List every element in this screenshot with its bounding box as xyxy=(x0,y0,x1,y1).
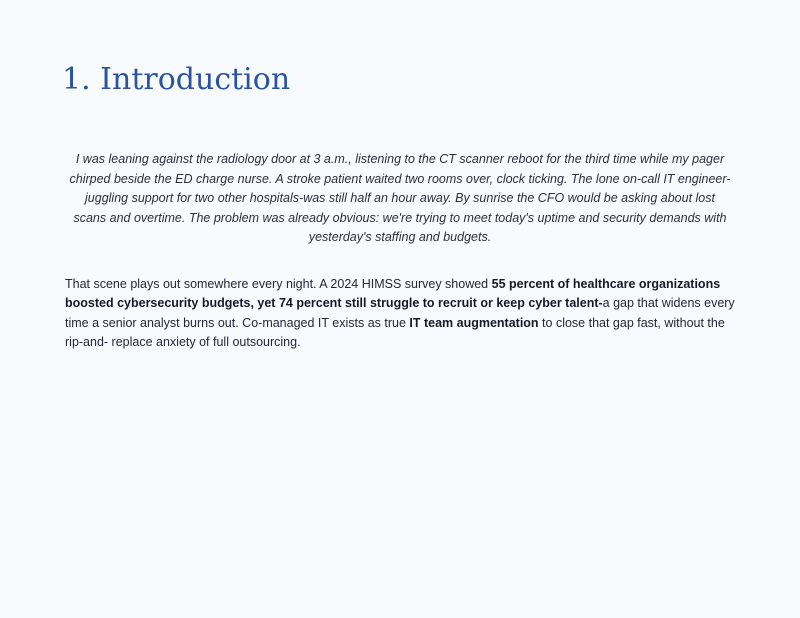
section-heading: 1. Introduction xyxy=(62,62,291,97)
opening-quote: I was leaning against the radiology door at 3 a.m., listening to the CT scanner reboot for the third time while my pager chirped beside the ED charge nurse. A stroke patient waited two rooms over, clock ticking. The lone on-call IT engineer-juggling support for two other hospitals-was still half an hour away. By sunrise the CFO would be asking about lost scans and overtime. The problem was already obvious: we're trying to meet today's uptime and security demands with yesterday's staffing and budgets. xyxy=(69,152,731,244)
intro-text-1: That scene plays out somewhere every night. A 2024 HIMSS survey showed xyxy=(65,277,492,291)
key-term: IT team augmentation xyxy=(409,315,539,330)
intro-text-3: to close that gap fast, without the rip-and- replace anxiety of full outsourcing. xyxy=(65,315,725,349)
intro-paragraph xyxy=(65,275,740,352)
survey-statistic: 55 percent of healthcare organizations boosted cybersecurity budgets, yet 74 percent still struggle to recruit or keep cyber talent- xyxy=(65,277,721,311)
intro-text-2: a gap that widens every time a senior analyst burns out. Co-managed IT exists as true xyxy=(65,296,735,330)
